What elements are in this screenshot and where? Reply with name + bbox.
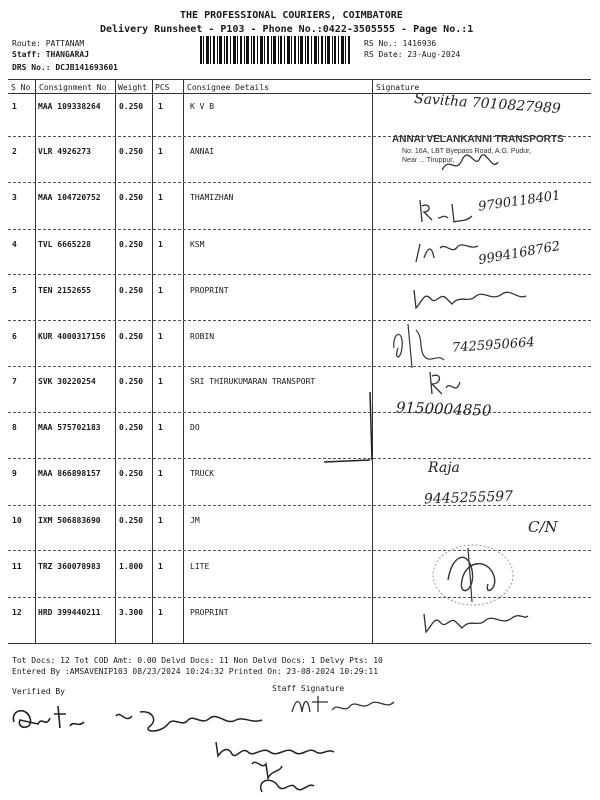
row-11-weight: 1.800 bbox=[119, 562, 144, 571]
row-8-pcs: 1 bbox=[158, 423, 163, 432]
signature-row-4: 9994168762 bbox=[477, 238, 562, 269]
row-5-consignee: PROPRINT bbox=[190, 286, 229, 295]
col-header-consignment: Consignment No bbox=[39, 83, 107, 92]
staff-signature-label: Staff Signature bbox=[272, 684, 345, 693]
row-6-cno: KUR 4000317156 bbox=[38, 332, 106, 341]
signature-row-7: 9150004850 bbox=[395, 398, 492, 420]
row-6-pcs: 1 bbox=[158, 332, 163, 341]
row-9-pcs: 1 bbox=[158, 469, 163, 478]
row-4-cno: TVL 6665228 bbox=[38, 240, 91, 249]
row-10-cno: IXM 506883690 bbox=[38, 516, 101, 525]
row-9-cno: MAA 866898157 bbox=[38, 469, 101, 478]
col-divider bbox=[183, 79, 184, 643]
row-1-sno: 1 bbox=[12, 102, 17, 111]
row-7-cno: SVK 30220254 bbox=[38, 377, 96, 386]
row-12-weight: 3.300 bbox=[119, 608, 144, 617]
row-1-pcs: 1 bbox=[158, 102, 163, 111]
row-4-pcs: 1 bbox=[158, 240, 163, 249]
row-12-pcs: 1 bbox=[158, 608, 163, 617]
row-8-cno: MAA 575702183 bbox=[38, 423, 101, 432]
row-6-weight: 0.250 bbox=[119, 332, 144, 341]
row-divider bbox=[8, 229, 591, 230]
row-divider bbox=[8, 505, 591, 506]
row-8-sno: 8 bbox=[12, 423, 17, 432]
col-header-weight: Weight bbox=[118, 83, 147, 92]
drs-label: DRS No.: DCJB141693601 bbox=[12, 63, 118, 72]
col-divider bbox=[152, 79, 153, 643]
signature-row-9-name: Raja bbox=[428, 460, 460, 476]
footer-entered-by: Entered By :AMSAVENIP103 08/23/2024 10:24:32 Printed On: 23-08-2024 10:29:11 bbox=[12, 667, 379, 676]
verified-by-label: Verified By bbox=[12, 687, 65, 696]
row-6-sno: 6 bbox=[12, 332, 17, 341]
row-9-sno: 9 bbox=[12, 469, 17, 478]
row-5-weight: 0.250 bbox=[119, 286, 144, 295]
signature-scribble-row-2 bbox=[440, 150, 500, 180]
row-2-cno: VLR 4926273 bbox=[38, 147, 91, 156]
row-2-weight: 0.250 bbox=[119, 147, 144, 156]
row-11-consignee: LITE bbox=[190, 562, 210, 571]
row-9-consignee: TRUCK bbox=[190, 469, 215, 478]
footer-totals: Tot Docs: 12 Tot COD Amt: 0.00 Delvd Docs: 11 Non Delvd Docs: 1 Delvy Pts: 10 bbox=[12, 656, 383, 665]
row-divider bbox=[8, 412, 591, 413]
stamp-line-1: No: 16A, LBT Byepass Road, A.G. Pudur, bbox=[402, 148, 532, 155]
row-1-consignee: K V B bbox=[190, 102, 215, 111]
rs-no-label: RS No.: 1416936 bbox=[364, 39, 437, 48]
handwritten-note bbox=[112, 706, 362, 796]
signature-scribble-row-3 bbox=[416, 196, 476, 226]
barcode bbox=[200, 36, 352, 64]
col-header-signature: Signature bbox=[376, 83, 420, 92]
route-label: Route: PATTANAM bbox=[12, 39, 85, 48]
row-12-consignee: PROPRINT bbox=[190, 608, 229, 617]
row-6-consignee: ROBIN bbox=[190, 332, 215, 341]
table-top-border bbox=[8, 79, 591, 80]
stamp-line-2: Near ... Tiruppur, bbox=[402, 157, 455, 164]
row-3-weight: 0.250 bbox=[119, 193, 144, 202]
row-7-consignee: SRI THIRUKUMARAN TRANSPORT bbox=[190, 377, 316, 386]
row-11-pcs: 1 bbox=[158, 562, 163, 571]
signature-row-10: C/N bbox=[528, 518, 558, 536]
signature-row-6: 7425950664 bbox=[451, 335, 536, 356]
row-7-weight: 0.250 bbox=[119, 377, 144, 386]
row-5-cno: TEN 2152655 bbox=[38, 286, 91, 295]
signature-row-1: Savitha 7010827989 bbox=[413, 90, 562, 118]
col-header-pcs: PCS bbox=[155, 83, 170, 92]
row-divider bbox=[8, 458, 591, 459]
round-stamp-row-11 bbox=[428, 540, 518, 610]
row-5-sno: 5 bbox=[12, 286, 17, 295]
company-title: THE PROFESSIONAL COURIERS, COIMBATORE bbox=[180, 10, 403, 21]
row-3-pcs: 1 bbox=[158, 193, 163, 202]
row-10-weight: 0.250 bbox=[119, 516, 144, 525]
row-divider bbox=[8, 320, 591, 321]
row-10-consignee: JM bbox=[190, 516, 200, 525]
col-header-consignee: Consignee Details bbox=[187, 83, 269, 92]
signature-row-3: 9790118401 bbox=[477, 188, 562, 215]
row-10-sno: 10 bbox=[12, 516, 22, 525]
row-4-sno: 4 bbox=[12, 240, 17, 249]
row-7-sno: 7 bbox=[12, 377, 17, 386]
row-11-cno: TRZ 360078983 bbox=[38, 562, 101, 571]
row-12-sno: 12 bbox=[12, 608, 22, 617]
row-2-sno: 2 bbox=[12, 147, 17, 156]
col-divider bbox=[35, 79, 36, 643]
bracket-mark-row-7 bbox=[320, 388, 380, 468]
signature-scribble-row-5 bbox=[410, 284, 530, 312]
row-3-consignee: THAMIZHAN bbox=[190, 193, 234, 202]
signature-row-9-phone: 9445255597 bbox=[423, 488, 514, 508]
table-bottom-border bbox=[8, 643, 591, 644]
row-1-weight: 0.250 bbox=[119, 102, 144, 111]
row-8-weight: 0.250 bbox=[119, 423, 144, 432]
runsheet-subtitle: Delivery Runsheet - P103 - Phone No.:0422-3505555 - Page No.:1 bbox=[100, 24, 474, 35]
row-9-weight: 0.250 bbox=[119, 469, 144, 478]
row-7-pcs: 1 bbox=[158, 377, 163, 386]
row-divider bbox=[8, 366, 591, 367]
signature-scribble-row-12 bbox=[420, 606, 530, 636]
row-4-weight: 0.250 bbox=[119, 240, 144, 249]
row-1-cno: MAA 109338264 bbox=[38, 102, 101, 111]
row-10-pcs: 1 bbox=[158, 516, 163, 525]
row-4-consignee: KSM bbox=[190, 240, 205, 249]
table-header-border bbox=[8, 93, 591, 94]
row-2-consignee: ANNAI bbox=[190, 147, 215, 156]
rs-date-label: RS Date: 23-Aug-2024 bbox=[364, 50, 461, 59]
col-header-sno: S No bbox=[11, 83, 31, 92]
col-divider bbox=[115, 79, 116, 643]
row-5-pcs: 1 bbox=[158, 286, 163, 295]
verifier-signature bbox=[8, 700, 88, 734]
signature-scribble-row-4 bbox=[412, 238, 482, 268]
row-12-cno: HRD 399440211 bbox=[38, 608, 101, 617]
row-8-consignee: DO bbox=[190, 423, 200, 432]
row-2-pcs: 1 bbox=[158, 147, 163, 156]
stamp-title: ANNAI VELANKANNI TRANSPORTS bbox=[392, 134, 564, 145]
col-divider bbox=[372, 79, 373, 643]
row-divider bbox=[8, 274, 591, 275]
row-divider bbox=[8, 182, 591, 183]
row-3-cno: MAA 104720752 bbox=[38, 193, 101, 202]
staff-label: Staff: THANGARAJ bbox=[12, 50, 90, 59]
row-3-sno: 3 bbox=[12, 193, 17, 202]
row-11-sno: 11 bbox=[12, 562, 22, 571]
signature-scribble-row-7 bbox=[424, 368, 464, 398]
